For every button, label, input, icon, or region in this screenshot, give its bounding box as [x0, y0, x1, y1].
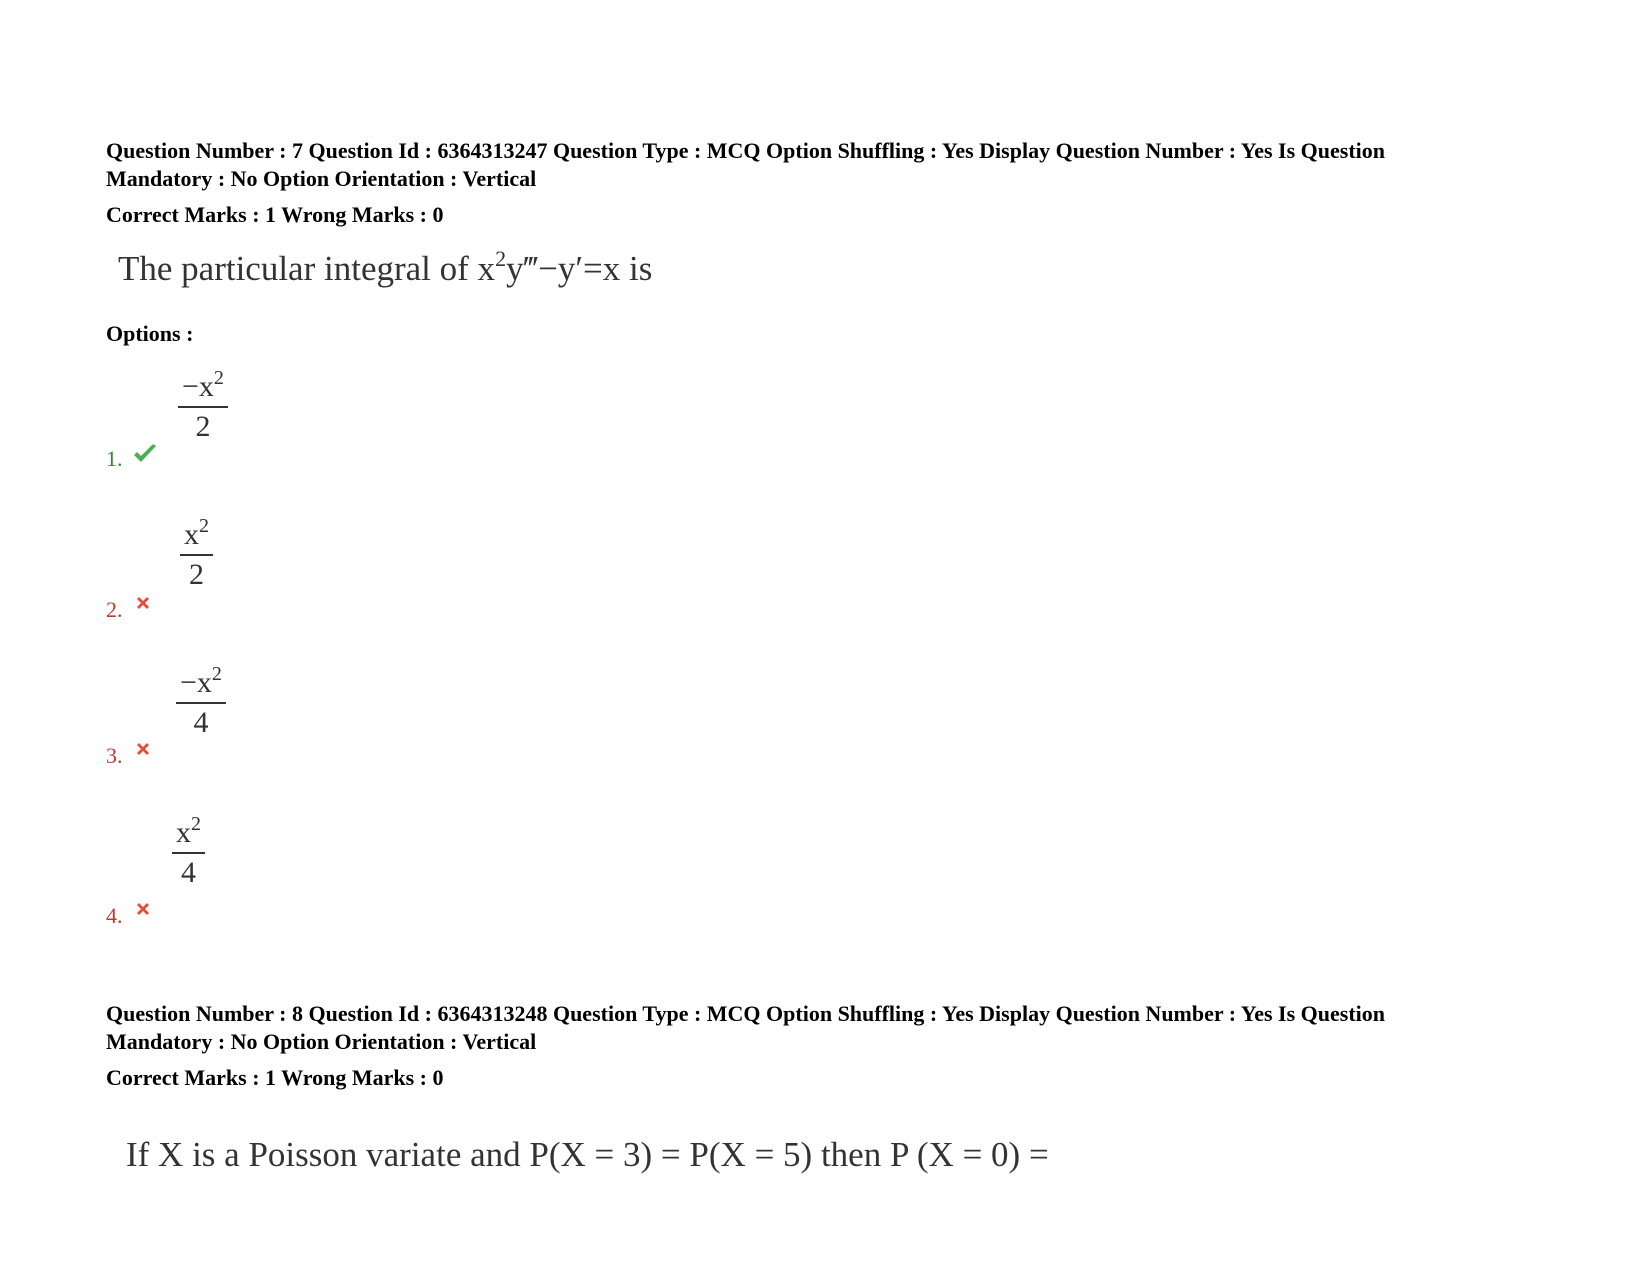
- option-1-numerator-exponent: 2: [213, 367, 224, 389]
- question-7-text-suffix: y‴−y′=x is: [506, 249, 653, 288]
- question-8-text: If X is a Poisson variate and P(X = 3) = P(X = 5) then P (X = 0) =: [126, 1135, 1049, 1174]
- question-7-marks: Correct Marks : 1 Wrong Marks : 0: [106, 202, 444, 227]
- option-4-denominator: 4: [181, 856, 196, 889]
- option-1-numerator: [178, 367, 228, 408]
- option-2-number: 2.: [106, 597, 123, 622]
- cross-icon: [134, 740, 152, 763]
- question-7-meta-line-1: Question Number : 7 Question Id : 6364313247 Question Type : MCQ Option Shuffling : Yes Display Question Number : Yes Is Question: [106, 138, 1385, 163]
- options-label: Options :: [106, 321, 194, 346]
- option-4-number: 4.: [106, 903, 123, 928]
- question-7-meta: [106, 137, 1576, 193]
- option-1-number: 1.: [106, 446, 123, 471]
- option-4-numerator-exponent: 2: [191, 813, 201, 835]
- option-1-numerator-base: −x: [182, 370, 214, 403]
- option-4-fraction: [172, 813, 205, 892]
- option-1-denominator: 2: [195, 410, 211, 443]
- cross-icon: [134, 594, 152, 617]
- question-8-meta: [106, 1000, 1576, 1056]
- question-7-text: [118, 246, 653, 289]
- option-3-number: 3.: [106, 743, 123, 768]
- option-3-numerator-exponent: 2: [211, 663, 222, 685]
- question-8-meta-line-1: Question Number : 8 Question Id : 6364313248 Question Type : MCQ Option Shuffling : Yes Display Question Number : Yes Is Question: [106, 1001, 1385, 1026]
- option-1-fraction: [178, 367, 228, 446]
- question-7-text-prefix: The particular integral of x: [118, 249, 496, 288]
- option-4-numerator-base: x: [176, 816, 191, 849]
- option-3-numerator: [176, 663, 226, 704]
- option-3-numerator-base: −x: [180, 666, 212, 699]
- question-8-meta-line-2: Mandatory : No Option Orientation : Vertical: [106, 1029, 537, 1054]
- option-3-denominator: 4: [193, 706, 209, 739]
- question-8-marks: Correct Marks : 1 Wrong Marks : 0: [106, 1065, 444, 1090]
- option-2-numerator-base: x: [184, 518, 199, 551]
- cross-icon: [134, 900, 152, 923]
- option-2-fraction: [180, 515, 213, 594]
- check-icon: [132, 442, 158, 471]
- option-4-numerator: [172, 813, 205, 854]
- option-2-numerator-exponent: 2: [199, 515, 209, 537]
- question-7-text-exponent: 2: [495, 246, 507, 271]
- option-3-fraction: [176, 663, 226, 742]
- option-2-denominator: 2: [189, 558, 204, 591]
- option-2-numerator: [180, 515, 213, 556]
- question-7-meta-line-2: Mandatory : No Option Orientation : Vertical: [106, 166, 537, 191]
